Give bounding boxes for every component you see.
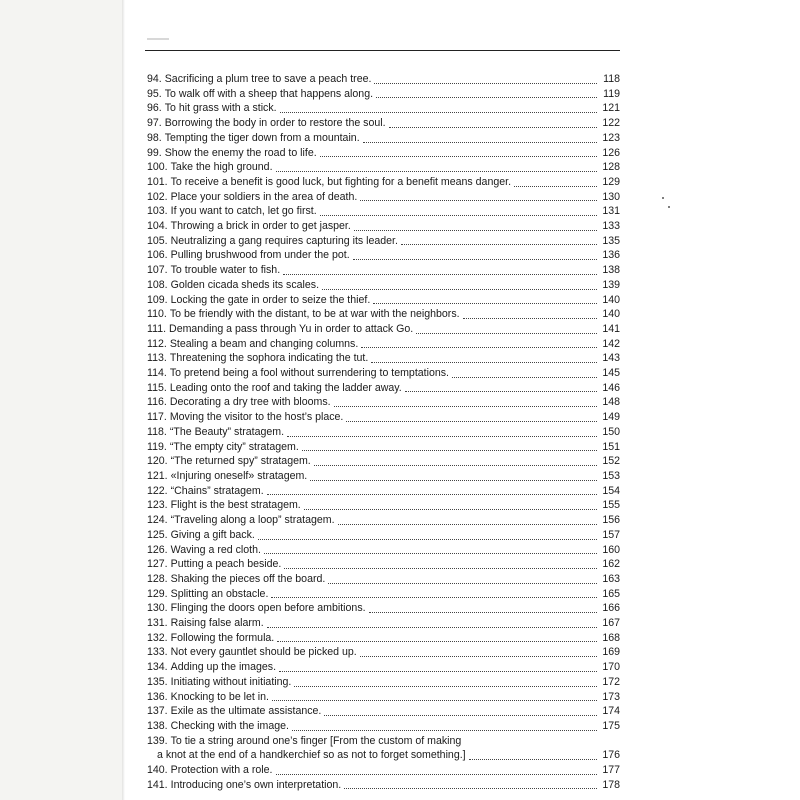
entry-title: Putting a peach beside. [170, 558, 282, 571]
entry-page-number: 178 [602, 778, 620, 791]
entry-page-number: 131 [602, 205, 620, 218]
entry-title: To trouble water to fish. [170, 264, 281, 277]
toc-entry [147, 543, 620, 558]
dot-leader [267, 627, 597, 628]
entry-title: “The Beauty” stratagem. [169, 425, 285, 438]
entry-number: 114. [147, 367, 167, 380]
entry-page-number: 129 [602, 175, 620, 188]
toc-entry [147, 101, 620, 116]
faint-header-mark [147, 38, 169, 40]
entry-title: Introducing one’s own interpretation. [170, 778, 342, 791]
entry-number: 124. [147, 514, 168, 527]
entry-title: Raising false alarm. [170, 617, 264, 630]
entry-page-number: 169 [602, 646, 620, 659]
entry-title: Tempting the tiger down from a mountain. [164, 131, 360, 144]
entry-title: Protection with a role. [170, 764, 273, 777]
entry-page-number: 175 [602, 719, 620, 732]
entry-title: Splitting an obstacle. [170, 587, 269, 600]
dot-leader [277, 641, 597, 642]
toc-entry [147, 704, 620, 719]
dot-leader [264, 553, 597, 554]
entry-number: 97. [147, 117, 162, 130]
dot-leader [322, 289, 597, 290]
toc-entry [147, 263, 620, 278]
entry-title: Adding up the images. [170, 661, 277, 674]
dot-leader [452, 377, 597, 378]
entry-page-number: 142 [602, 337, 620, 350]
entry-page-number: 136 [602, 249, 620, 262]
dot-leader [267, 494, 597, 495]
entry-page-number: 170 [602, 661, 620, 674]
entry-page-number: 166 [602, 602, 620, 615]
dot-leader [302, 450, 597, 451]
table-of-contents [147, 72, 620, 792]
dot-leader [276, 774, 598, 775]
toc-entry [147, 719, 620, 734]
entry-number: 129. [147, 587, 168, 600]
toc-entry [147, 513, 620, 528]
entry-page-number: 177 [602, 764, 620, 777]
entry-number: 134. [147, 661, 168, 674]
entry-number: 108. [147, 278, 168, 291]
toc-entry [147, 381, 620, 396]
scan-speck [662, 197, 664, 199]
dot-leader [360, 656, 597, 657]
toc-entry [147, 469, 620, 484]
scan-speck [668, 206, 670, 208]
dot-leader [320, 215, 597, 216]
dot-leader [294, 686, 597, 687]
dot-leader [279, 671, 597, 672]
entry-title: To receive a benefit is good luck, but fighting for a benefit means danger. [170, 175, 512, 188]
entry-title: To be friendly with the distant, to be at war with the neighbors. [169, 308, 460, 321]
entry-number: 126. [147, 543, 168, 556]
entry-page-number: 130 [602, 190, 620, 203]
toc-entry [147, 219, 620, 234]
toc-entry [147, 204, 620, 219]
entry-title: Sacrificing a plum tree to save a peach tree. [164, 73, 372, 85]
toc-entry [147, 146, 620, 161]
entry-number: 140. [147, 764, 168, 777]
dot-leader [360, 200, 597, 201]
dot-leader [376, 97, 597, 98]
entry-title-line1: To tie a string around one’s finger [From the custom of making [170, 734, 462, 747]
toc-entry [147, 645, 620, 660]
entry-number: 128. [147, 572, 168, 585]
dot-leader [283, 274, 597, 275]
toc-entry [147, 307, 620, 322]
entry-number: 139. [147, 734, 168, 747]
dot-leader [416, 333, 597, 334]
entry-page-number: 163 [602, 572, 620, 585]
entry-page-number: 128 [602, 161, 620, 174]
entry-title: Shaking the pieces off the board. [170, 572, 326, 585]
dot-leader [314, 465, 597, 466]
entry-number: 96. [147, 102, 162, 115]
entry-page-number: 139 [602, 278, 620, 291]
entry-number: 125. [147, 528, 168, 541]
entry-title: Pulling brushwood from under the pot. [170, 249, 350, 262]
entry-number: 107. [147, 264, 168, 277]
entry-page-number: 150 [602, 425, 620, 438]
entry-number: 123. [147, 499, 168, 512]
entry-number: 99. [147, 146, 162, 159]
entry-number: 112. [147, 337, 167, 350]
dot-leader [310, 480, 597, 481]
toc-entry [147, 175, 620, 190]
toc-entry [147, 395, 620, 410]
toc-entry [147, 160, 620, 175]
entry-page-number: 121 [602, 102, 620, 115]
entry-number: 117. [147, 411, 167, 424]
toc-entry [147, 660, 620, 675]
entry-number: 119. [147, 440, 167, 453]
entry-number: 109. [147, 293, 168, 306]
entry-title: Throwing a brick in order to get jasper. [170, 220, 351, 233]
entry-number: 131. [147, 617, 168, 630]
entry-title: Waving a red cloth. [170, 543, 261, 556]
entry-page-number: 133 [602, 220, 620, 233]
entry-number: 101. [147, 175, 168, 188]
entry-number: 137. [147, 705, 168, 718]
dot-leader [405, 391, 597, 392]
dot-leader [363, 142, 597, 143]
entry-number: 95. [147, 87, 162, 100]
toc-entry [147, 601, 620, 616]
entry-title: To pretend being a fool without surrendering to temptations. [169, 367, 449, 380]
entry-title: To hit grass with a stick. [164, 102, 277, 115]
entry-title: Flight is the best stratagem. [170, 499, 301, 512]
dot-leader [371, 362, 597, 363]
toc-entry [147, 87, 620, 102]
entry-page-number: 126 [602, 146, 620, 159]
toc-entry [147, 234, 620, 249]
dot-leader [374, 83, 597, 84]
toc-entry [147, 278, 620, 293]
entry-page-number: 172 [602, 675, 620, 688]
entry-title: Show the enemy the road to life. [164, 146, 317, 159]
toc-entry [147, 778, 620, 793]
entry-title: Stealing a beam and changing columns. [169, 337, 359, 350]
entry-first-line [147, 734, 620, 749]
entry-page-number: 176 [602, 749, 620, 762]
entry-page-number: 153 [602, 469, 620, 482]
entry-number: 116. [147, 396, 167, 409]
entry-title: Knocking to be let in. [170, 690, 269, 703]
entry-page-number: 155 [602, 499, 620, 512]
dot-leader [361, 347, 597, 348]
entry-page-number: 149 [602, 411, 620, 424]
entry-number: 138. [147, 719, 168, 732]
entry-page-number: 135 [602, 234, 620, 247]
entry-title: Take the high ground. [170, 161, 273, 174]
toc-entry [147, 116, 620, 131]
entry-number: 136. [147, 690, 168, 703]
entry-title: Locking the gate in order to seize the thief. [170, 293, 371, 306]
entry-page-number: 119 [603, 87, 620, 100]
entry-number: 94. [147, 73, 162, 85]
entry-title: Decorating a dry tree with blooms. [169, 396, 331, 409]
entry-page-number: 140 [602, 293, 620, 306]
toc-entry-multiline [147, 734, 620, 763]
entry-number: 130. [147, 602, 168, 615]
entry-number: 106. [147, 249, 168, 262]
entry-title: Demanding a pass through Yu in order to attack Go. [169, 322, 414, 335]
entry-number: 111. [147, 322, 167, 335]
entry-title: Flinging the doors open before ambitions. [170, 602, 366, 615]
dot-leader [271, 597, 597, 598]
dot-leader [373, 303, 597, 304]
entry-title: “The returned spy” stratagem. [170, 455, 311, 468]
entry-title: If you want to catch, let go first. [170, 205, 317, 218]
entry-number: 105. [147, 234, 168, 247]
entry-page-number: 160 [602, 543, 620, 556]
dot-leader [514, 186, 597, 187]
entry-page-number: 138 [602, 264, 620, 277]
toc-entry [147, 425, 620, 440]
dot-leader [272, 700, 597, 701]
toc-entry [147, 675, 620, 690]
dot-leader [258, 539, 597, 540]
toc-entry [147, 131, 620, 146]
entry-number: 104. [147, 220, 168, 233]
entry-page-number: 156 [602, 514, 620, 527]
entry-page-number: 148 [602, 396, 620, 409]
toc-entry [147, 440, 620, 455]
dot-leader [284, 568, 597, 569]
entry-title: To walk off with a sheep that happens along. [164, 87, 374, 100]
dot-leader [389, 127, 597, 128]
entry-number: 115. [147, 381, 167, 394]
toc-entry [147, 631, 620, 646]
entry-number: 133. [147, 646, 168, 659]
entry-page-number: 145 [602, 367, 620, 380]
toc-entry [147, 572, 620, 587]
entry-page-number: 122 [602, 117, 620, 130]
entry-page-number: 146 [602, 381, 620, 394]
entry-page-number: 162 [602, 558, 620, 571]
entry-page-number: 168 [602, 631, 620, 644]
dot-leader [324, 715, 597, 716]
entry-number: 102. [147, 190, 168, 203]
entry-page-number: 152 [602, 455, 620, 468]
dot-leader [469, 759, 597, 760]
toc-entry [147, 190, 620, 205]
entry-title: Exile as the ultimate assistance. [170, 705, 322, 718]
entry-number: 113. [147, 352, 167, 365]
dot-leader [276, 171, 597, 172]
dot-leader [292, 730, 597, 731]
toc-entry [147, 498, 620, 513]
entry-title: Threatening the sophora indicating the tut. [169, 352, 369, 365]
entry-page-number: 123 [602, 131, 620, 144]
entry-page-number: 174 [602, 705, 620, 718]
dot-leader [338, 524, 597, 525]
entry-title: Golden cicada sheds its scales. [170, 278, 320, 291]
entry-title: Neutralizing a gang requires capturing its leader. [170, 234, 398, 247]
entry-page-number: 173 [602, 690, 620, 703]
entry-title: Borrowing the body in order to restore the soul. [164, 117, 386, 130]
entry-number: 135. [147, 675, 168, 688]
entry-page-number: 141 [602, 322, 620, 335]
dot-leader [344, 788, 597, 789]
entry-title: “Chains” stratagem. [170, 484, 264, 497]
toc-entry [147, 587, 620, 602]
dot-leader [401, 244, 597, 245]
entry-title: “The empty city” stratagem. [169, 440, 299, 453]
entry-title: Moving the visitor to the host’s place. [169, 411, 344, 424]
entry-second-line [147, 748, 620, 763]
toc-entry [147, 293, 620, 308]
dot-leader [463, 318, 597, 319]
entry-page-number: 157 [602, 528, 620, 541]
entry-number: 98. [147, 131, 162, 144]
toc-entry [147, 337, 620, 352]
entry-number: 110. [147, 308, 167, 321]
toc-entry [147, 454, 620, 469]
entry-number: 121. [147, 469, 168, 482]
dot-leader [346, 421, 597, 422]
entry-number: 120. [147, 455, 168, 468]
entry-page-number: 165 [602, 587, 620, 600]
header-rule [145, 50, 620, 51]
dot-leader [334, 406, 597, 407]
dot-leader [280, 112, 597, 113]
entry-title: Not every gauntlet should be picked up. [170, 646, 357, 659]
entry-page-number: 167 [602, 617, 620, 630]
toc-entry [147, 410, 620, 425]
entry-page-number: 154 [602, 484, 620, 497]
entry-number: 100. [147, 161, 168, 174]
toc-entry [147, 322, 620, 337]
toc-entry [147, 528, 620, 543]
entry-title: Giving a gift back. [170, 528, 255, 541]
toc-entry [147, 351, 620, 366]
toc-entry [147, 616, 620, 631]
entry-number: 103. [147, 205, 168, 218]
toc-entry [147, 690, 620, 705]
dot-leader [369, 612, 597, 613]
toc-entry [147, 557, 620, 572]
entry-page-number: 143 [602, 352, 620, 365]
entry-number: 118. [147, 425, 167, 438]
dot-leader [328, 583, 597, 584]
entry-title: Leading onto the roof and taking the ladder away. [169, 381, 402, 394]
entry-number: 127. [147, 558, 168, 571]
dot-leader [353, 259, 597, 260]
entry-title: Following the formula. [170, 631, 275, 644]
dot-leader [354, 230, 597, 231]
entry-number: 141. [147, 778, 168, 791]
entry-page-number: 151 [602, 440, 620, 453]
toc-entry [147, 72, 620, 87]
dot-leader [287, 436, 597, 437]
toc-entry [147, 484, 620, 499]
entry-title-line2: a knot at the end of a handkerchief so as not to forget something.] [157, 749, 466, 762]
entry-page-number: 118 [603, 73, 620, 85]
entry-title: «Injuring oneself» stratagem. [170, 469, 308, 482]
entry-title: Place your soldiers in the area of death. [170, 190, 358, 203]
toc-entry [147, 366, 620, 381]
toc-entry [147, 763, 620, 778]
toc-entry [147, 248, 620, 263]
entry-title: Checking with the image. [170, 719, 289, 732]
entry-title: Initiating without initiating. [170, 675, 292, 688]
dot-leader [320, 156, 597, 157]
entry-title: “Traveling along a loop” stratagem. [170, 514, 335, 527]
entry-number: 122. [147, 484, 168, 497]
dot-leader [304, 509, 597, 510]
entry-page-number: 140 [602, 308, 620, 321]
entry-number: 132. [147, 631, 168, 644]
